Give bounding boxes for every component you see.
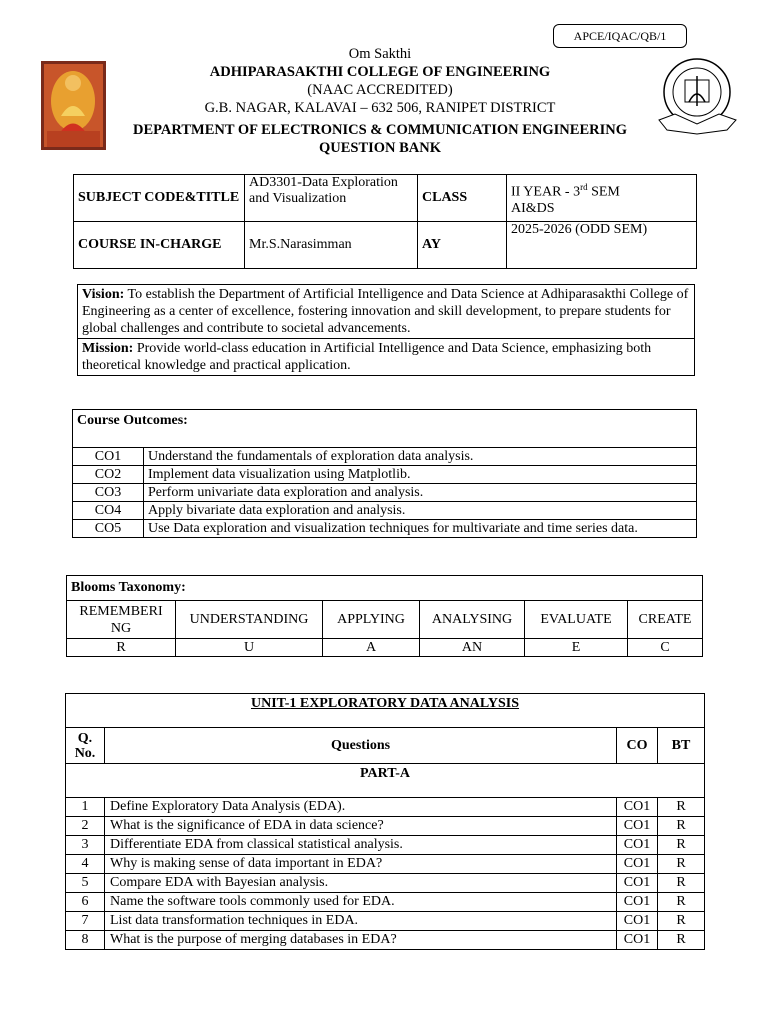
question-no: 3 bbox=[66, 836, 105, 855]
class-label: CLASS bbox=[418, 175, 507, 222]
col-questions-header: Questions bbox=[105, 728, 617, 764]
vision-row bbox=[78, 285, 694, 338]
bt-level-name: CREATE bbox=[628, 601, 703, 639]
co-code: CO5 bbox=[73, 520, 144, 538]
question-no: 1 bbox=[66, 798, 105, 817]
question-co: CO1 bbox=[617, 855, 658, 874]
mission-label: Mission: bbox=[82, 341, 134, 356]
question-bt: R bbox=[658, 874, 705, 893]
bt-level-name: UNDERSTANDING bbox=[176, 601, 323, 639]
unit-title: UNIT-1 EXPLORATORY DATA ANALYSIS bbox=[66, 694, 705, 728]
vision-text: To establish the Department of Artificial Intelligence and Data Science at Adhiparasakthi College of Engineering as a center of excellence, fostering innovation and skill development, to prepare students for global challenges and contribute to societal advancements. bbox=[82, 287, 689, 336]
incharge-label: COURSE IN-CHARGE bbox=[74, 222, 245, 269]
incharge-value: Mr.S.Narasimman bbox=[245, 222, 418, 269]
vision-label: Vision: bbox=[82, 287, 125, 302]
bt-level-abbr: AN bbox=[420, 639, 525, 657]
question-row bbox=[66, 912, 705, 931]
question-no: 7 bbox=[66, 912, 105, 931]
class-value-sup: rd bbox=[580, 181, 588, 192]
co-code: CO3 bbox=[73, 484, 144, 502]
document-code: APCE/IQAC/QB/1 bbox=[553, 24, 687, 48]
question-no: 8 bbox=[66, 931, 105, 950]
ay-label: AY bbox=[418, 222, 507, 269]
class-value-sem: SEM bbox=[587, 184, 620, 200]
invocation-text: Om Sakthi bbox=[348, 46, 412, 62]
class-value-year: II YEAR - 3 bbox=[511, 184, 581, 200]
co-code: CO2 bbox=[73, 466, 144, 484]
question-bt: R bbox=[658, 817, 705, 836]
mission-row bbox=[78, 338, 694, 375]
col-co-header: CO bbox=[617, 728, 658, 764]
bt-level-name: REMEMBERI NG bbox=[67, 601, 176, 639]
question-row bbox=[66, 855, 705, 874]
course-outcomes-table bbox=[72, 409, 697, 538]
co-text: Implement data visualization using Matplotlib. bbox=[144, 466, 697, 484]
question-text: Compare EDA with Bayesian analysis. bbox=[105, 874, 617, 893]
co-text: Use Data exploration and visualization techniques for multivariate and time series data. bbox=[144, 520, 697, 538]
question-text: Name the software tools commonly used for EDA. bbox=[105, 893, 617, 912]
question-no: 5 bbox=[66, 874, 105, 893]
bt-level-abbr: C bbox=[628, 639, 703, 657]
unit-question-table bbox=[65, 693, 705, 950]
question-row bbox=[66, 798, 705, 817]
question-row bbox=[66, 874, 705, 893]
question-co: CO1 bbox=[617, 798, 658, 817]
question-text: Why is making sense of data important in EDA? bbox=[105, 855, 617, 874]
question-no: 4 bbox=[66, 855, 105, 874]
question-bt: R bbox=[658, 855, 705, 874]
question-row bbox=[66, 931, 705, 950]
course-outcomes-title: Course Outcomes: bbox=[73, 410, 697, 448]
department-header bbox=[80, 121, 680, 157]
subject-info-table bbox=[73, 174, 697, 269]
col-qno-header: Q. No. bbox=[66, 728, 105, 764]
co-row bbox=[73, 448, 697, 466]
department-name: DEPARTMENT OF ELECTRONICS & COMMUNICATION ENGINEERING bbox=[132, 122, 627, 138]
question-co: CO1 bbox=[617, 836, 658, 855]
bt-level-name: EVALUATE bbox=[525, 601, 628, 639]
question-row bbox=[66, 893, 705, 912]
subject-code-value: AD3301-Data Exploration and Visualization bbox=[245, 175, 418, 222]
question-row bbox=[66, 836, 705, 855]
co-code: CO1 bbox=[73, 448, 144, 466]
question-text: Differentiate EDA from classical statistical analysis. bbox=[105, 836, 617, 855]
question-bt: R bbox=[658, 798, 705, 817]
question-text: List data transformation techniques in EDA. bbox=[105, 912, 617, 931]
co-text: Perform univariate data exploration and analysis. bbox=[144, 484, 697, 502]
college-address: G.B. NAGAR, KALAVAI – 632 506, RANIPET DISTRICT bbox=[204, 100, 556, 116]
subject-code-label: SUBJECT CODE&TITLE bbox=[74, 175, 245, 222]
part-heading: PART-A bbox=[66, 764, 705, 798]
class-value-branch: AI&DS bbox=[511, 201, 555, 217]
bt-level-abbr: A bbox=[323, 639, 420, 657]
co-row bbox=[73, 484, 697, 502]
question-co: CO1 bbox=[617, 893, 658, 912]
college-name: ADHIPARASAKTHI COLLEGE OF ENGINEERING bbox=[209, 64, 551, 80]
document-title: QUESTION BANK bbox=[318, 140, 442, 156]
question-text: What is the significance of EDA in data science? bbox=[105, 817, 617, 836]
bt-level-abbr: R bbox=[67, 639, 176, 657]
bt-level-name: APPLYING bbox=[323, 601, 420, 639]
question-text: What is the purpose of merging databases in EDA? bbox=[105, 931, 617, 950]
blooms-title: Blooms Taxonomy: bbox=[67, 576, 703, 601]
college-header bbox=[150, 45, 610, 117]
co-text: Understand the fundamentals of exploration data analysis. bbox=[144, 448, 697, 466]
co-row bbox=[73, 520, 697, 538]
class-value bbox=[507, 175, 697, 222]
question-bt: R bbox=[658, 931, 705, 950]
mission-text: Provide world-class education in Artificial Intelligence and Data Science, emphasizing both theoretical knowledge and practical application. bbox=[82, 341, 652, 373]
bt-level-name: ANALYSING bbox=[420, 601, 525, 639]
co-row bbox=[73, 502, 697, 520]
question-co: CO1 bbox=[617, 912, 658, 931]
vision-mission-box bbox=[77, 284, 695, 376]
co-row bbox=[73, 466, 697, 484]
question-no: 2 bbox=[66, 817, 105, 836]
question-bt: R bbox=[658, 912, 705, 931]
bt-level-abbr: U bbox=[176, 639, 323, 657]
co-text: Apply bivariate data exploration and analysis. bbox=[144, 502, 697, 520]
question-co: CO1 bbox=[617, 817, 658, 836]
accreditation-text: (NAAC ACCREDITED) bbox=[307, 82, 453, 98]
question-row bbox=[66, 817, 705, 836]
question-bt: R bbox=[658, 836, 705, 855]
col-bt-header: BT bbox=[658, 728, 705, 764]
question-co: CO1 bbox=[617, 874, 658, 893]
ay-value: 2025-2026 (ODD SEM) bbox=[507, 222, 697, 269]
question-no: 6 bbox=[66, 893, 105, 912]
question-co: CO1 bbox=[617, 931, 658, 950]
co-code: CO4 bbox=[73, 502, 144, 520]
blooms-taxonomy-table bbox=[66, 575, 703, 657]
question-bt: R bbox=[658, 893, 705, 912]
question-text: Define Exploratory Data Analysis (EDA). bbox=[105, 798, 617, 817]
bt-level-abbr: E bbox=[525, 639, 628, 657]
